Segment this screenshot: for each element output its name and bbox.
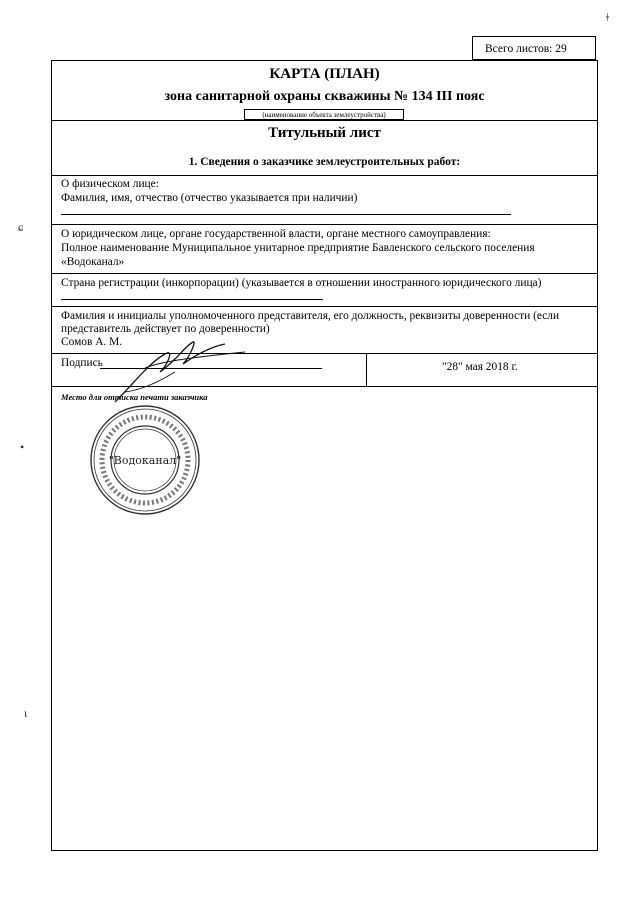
signature-scribble xyxy=(105,332,255,412)
document-subtitle: зона санитарной охраны скважины № 134 III пояс xyxy=(164,89,485,104)
stamp-center-text: "Водоканал" xyxy=(108,454,182,467)
individual-label: О физическом лице: xyxy=(61,178,159,190)
divider xyxy=(51,273,598,274)
representative-line1: Фамилия и инициалы уполномоченного представителя, его должность, реквизиты доверенности (если xyxy=(61,310,560,322)
document-title: КАРТА (ПЛАН) xyxy=(269,66,380,82)
divider xyxy=(51,306,598,307)
divider xyxy=(51,224,598,225)
section-heading: 1. Сведения о заказчике землеустроительных работ: xyxy=(188,156,461,168)
individual-field-label: Фамилия, имя, отчество (отчество указывается при наличии) xyxy=(61,192,358,204)
legal-name-line2: «Водоканал» xyxy=(61,256,125,268)
signature-label: Подпись xyxy=(61,357,103,369)
divider xyxy=(51,175,598,176)
column-divider xyxy=(366,353,367,386)
total-sheets-label: Всего листов: xyxy=(485,43,553,55)
country-label: Страна регистрации (инкорпорации) (указывается в отношении иностранного юридического лица) xyxy=(61,277,542,289)
divider xyxy=(51,120,598,121)
section-title: Титульный лист xyxy=(268,125,381,141)
individual-fill-line xyxy=(61,214,511,215)
margin-mark: ɕ xyxy=(18,220,24,234)
margin-mark: • xyxy=(20,440,25,454)
representative-name: Сомов А. М. xyxy=(61,336,123,348)
object-caption: (наименование объекта землеустройства) xyxy=(244,109,404,120)
signature-date: "28" мая 2018 г. xyxy=(442,361,518,373)
legal-label: О юридическом лице, органе государственной власти, органе местного самоуправления: xyxy=(61,228,491,240)
margin-mark: ǂ xyxy=(606,10,609,24)
margin-mark: ɩ xyxy=(24,706,28,720)
country-fill-line xyxy=(61,299,323,300)
representative-line2: представитель действует по доверенности) xyxy=(61,323,270,335)
legal-name-line1: Полное наименование Муниципальное унитарное предприятие Бавленского сельского поселения xyxy=(61,242,535,254)
total-sheets-box xyxy=(472,36,596,60)
total-sheets-value: 29 xyxy=(555,43,567,55)
organization-stamp xyxy=(80,400,210,520)
stamp-place-label: Место для оттиска печати заказчика xyxy=(61,392,208,402)
